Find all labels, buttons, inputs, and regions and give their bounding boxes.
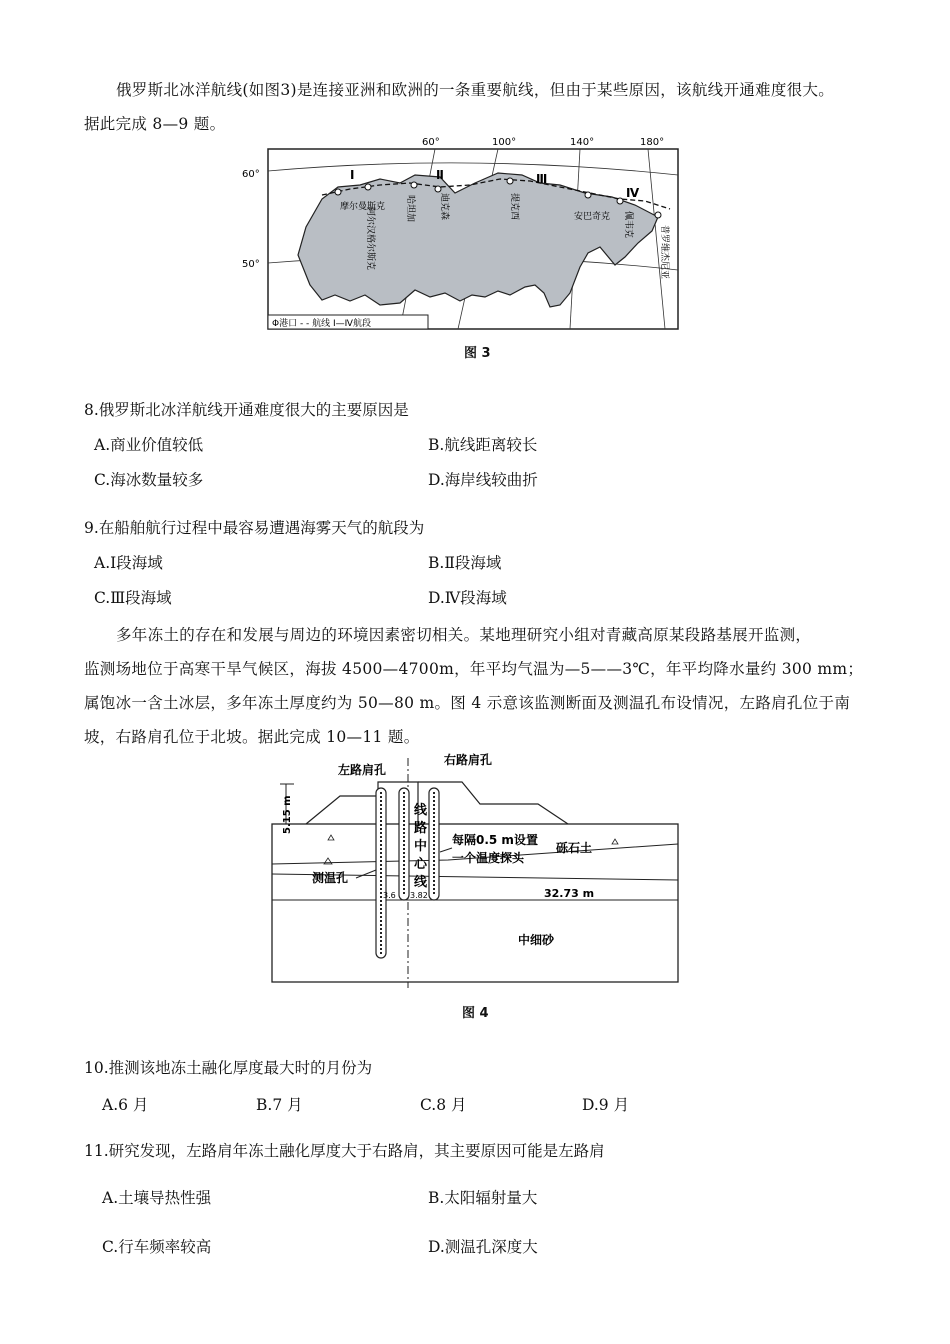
lon-label-140: 140° — [570, 137, 595, 148]
dist-b: 3.82 — [410, 891, 428, 900]
question-8-stem: 8.俄罗斯北冰洋航线开通难度很大的主要原因是 — [84, 401, 409, 419]
port-arkhangelsk: 阿尔汉格尔斯克 — [365, 207, 375, 271]
segment-2: Ⅱ — [436, 168, 444, 182]
q11-option-a: A.土壤导热性强 — [102, 1189, 212, 1207]
q9-option-c: C.Ⅲ段海域 — [94, 589, 172, 607]
q8-option-c: C.海冰数量较多 — [94, 471, 204, 489]
sand-label: 中细砂 — [518, 933, 555, 947]
segment-4: Ⅳ — [626, 186, 640, 200]
map-legend: Φ港口 - - 航线 Ⅰ—Ⅳ航段 — [272, 319, 371, 329]
lon-label-100: 100° — [492, 137, 517, 148]
figure-3-caption: 图 3 — [464, 346, 491, 361]
q9-option-d: D.Ⅳ段海域 — [428, 589, 507, 607]
lon-label-60: 60° — [422, 137, 440, 148]
dist-c: 32.73 m — [544, 887, 595, 900]
intro-paragraph-2: 多年冻土的存在和发展与周边的环境因素密切相关。某地理研究小组对青藏高原某段路基展开监测， — [116, 626, 812, 644]
port-tiksi: 提克西 — [509, 193, 519, 221]
lat-label-50: 50° — [242, 259, 260, 270]
port-khatanga: 哈坦加 — [405, 195, 415, 223]
q8-option-b: B.航线距离较长 — [428, 436, 538, 454]
probe-note-1: 每隔0.5 m设置 — [452, 833, 538, 847]
q8-option-d: D.海岸线较曲折 — [428, 471, 538, 489]
q8-option-a: A.商业价值较低 — [94, 436, 204, 454]
port-provideniya: 普罗维杰尼亚 — [659, 225, 669, 280]
q10-option-d: D.9 月 — [582, 1096, 630, 1114]
lat-label-60: 60° — [242, 169, 260, 180]
intro-line: 俄罗斯北冰洋航线(如图3)是连接亚洲和欧洲的一条重要航线，但由于某些原因，该航线开通难度很大。 — [116, 81, 835, 99]
q10-option-c: C.8 月 — [420, 1096, 467, 1114]
q10-option-a: A.6 月 — [102, 1096, 149, 1114]
figure-3-map — [240, 135, 710, 335]
q11-option-d: D.测温孔深度大 — [428, 1238, 538, 1256]
figure-4-section — [268, 752, 684, 992]
q11-option-b: B.太阳辐射量大 — [428, 1189, 538, 1207]
intro-paragraph-1-end: 据此完成 8—9 题。 — [84, 115, 226, 133]
q9-option-b: B.Ⅱ段海域 — [428, 554, 502, 572]
left-hole-label: 左路肩孔 — [338, 763, 387, 777]
segment-3: Ⅲ — [536, 172, 548, 186]
port-pevek: 佩韦克 — [623, 211, 633, 239]
question-11-stem: 11.研究发现，左路肩年冻土融化厚度大于右路肩，其主要原因可能是左路肩 — [84, 1142, 605, 1160]
dist-a: 3.6 — [383, 891, 396, 900]
q10-option-b: B.7 月 — [256, 1096, 303, 1114]
q11-option-c: C.行车频率较高 — [102, 1238, 212, 1256]
gravel-label: 砾石土 — [556, 841, 593, 855]
question-10-stem: 10.推测该地冻土融化厚度最大时的月份为 — [84, 1059, 373, 1077]
port-ambarchik: 安巴奇克 — [574, 212, 611, 222]
height-label: 5.15 m — [282, 795, 293, 834]
right-hole-label: 右路肩孔 — [444, 753, 493, 767]
lon-label-180: 180° — [640, 137, 665, 148]
segment-1: Ⅰ — [350, 168, 355, 182]
q9-option-a: A.Ⅰ段海域 — [94, 554, 163, 572]
question-9-stem: 9.在船舶航行过程中最容易遭遇海雾天气的航段为 — [84, 519, 425, 537]
hole-label: 测温孔 — [312, 871, 349, 885]
probe-note-2: 一个温度探头 — [452, 851, 525, 865]
figure-4-caption: 图 4 — [462, 1006, 489, 1021]
center-line-label: 线 路 中 心 线 — [414, 803, 428, 890]
port-dikson: 迪克森 — [439, 193, 449, 221]
port-murmansk: 摩尔曼斯克 — [340, 202, 386, 212]
intro-paragraph-1 — [84, 74, 884, 107]
